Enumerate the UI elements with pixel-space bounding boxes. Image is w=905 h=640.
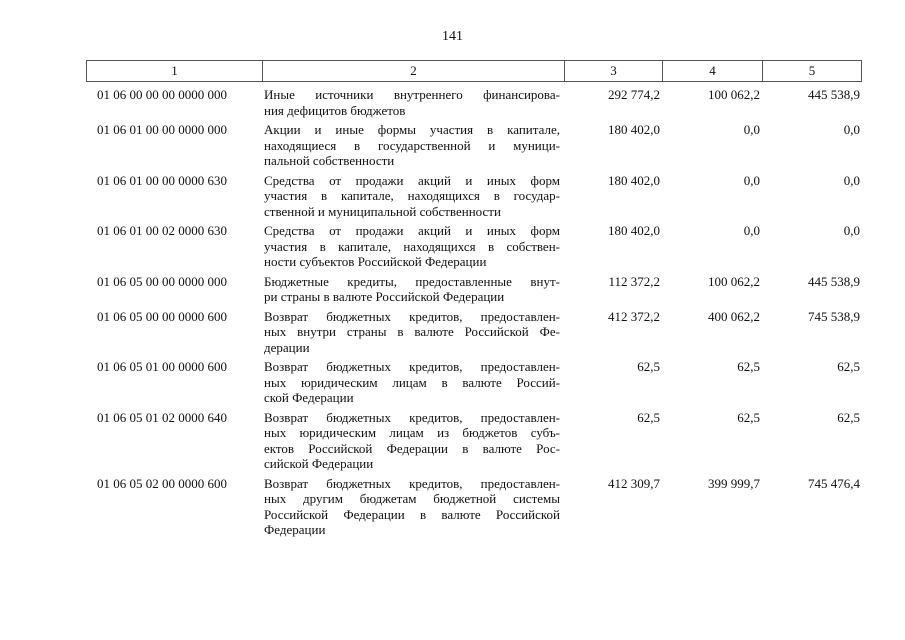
source-name-line: ри страны в валюте Российской Федерации bbox=[264, 289, 505, 304]
table-row bbox=[0, 476, 905, 538]
source-name-line: ственной и муниципальной собственности bbox=[264, 203, 501, 219]
table-body bbox=[0, 87, 905, 542]
source-name-line: ных внутри страны в валюте Российской Фе- bbox=[264, 324, 560, 339]
source-name-line: Возврат бюджетных кредитов, предоставлен- bbox=[264, 475, 560, 491]
amount-col-4: 0,0 bbox=[743, 172, 760, 188]
source-name-line: сийской Федерации bbox=[264, 456, 374, 471]
amount-col-3: 292 774,2 bbox=[608, 87, 660, 102]
source-name-line: ных юридическим лицам в валюте Россий- bbox=[264, 374, 560, 390]
budget-code: 01 06 05 02 00 0000 600 bbox=[97, 475, 227, 491]
source-name-line: ности субъектов Российской Федерации bbox=[264, 254, 487, 269]
source-name bbox=[264, 122, 560, 169]
table-header bbox=[86, 60, 862, 82]
source-name-line: Иные источники внутреннего финансирова- bbox=[264, 87, 560, 102]
amount-col-3: 412 372,2 bbox=[608, 308, 660, 324]
amount-col-5: 0,0 bbox=[843, 172, 860, 188]
source-name-line: Бюджетные кредиты, предоставленные внут- bbox=[264, 273, 560, 289]
amount-col-5: 445 538,9 bbox=[808, 87, 860, 102]
budget-code: 01 06 01 00 00 0000 000 bbox=[97, 122, 227, 137]
source-name-line: дерации bbox=[264, 339, 310, 355]
source-name-line: Средства от продажи акций и иных форм bbox=[264, 223, 560, 238]
source-name-line: Возврат бюджетных кредитов, предоставлен- bbox=[264, 308, 560, 324]
header-col-5: 5 bbox=[808, 63, 816, 78]
amount-col-4: 399 999,7 bbox=[708, 475, 760, 491]
source-name-line: Федерации bbox=[264, 522, 326, 537]
table-row bbox=[0, 359, 905, 406]
amount-col-5: 0,0 bbox=[843, 223, 860, 238]
source-name-line: Российской Федерации в валюте Российской bbox=[264, 506, 560, 522]
table-row bbox=[0, 274, 905, 305]
table-row bbox=[0, 87, 905, 118]
header-col-1: 1 bbox=[87, 61, 263, 81]
source-name bbox=[264, 274, 560, 305]
amount-col-4: 62,5 bbox=[737, 409, 760, 425]
page-number: 141 bbox=[442, 29, 463, 44]
source-name-line: участия в капитале, находящихся в собствен- bbox=[264, 238, 560, 254]
table-row bbox=[0, 309, 905, 356]
source-name-line: ных юридическим лицам из бюджетов субъ- bbox=[264, 425, 560, 440]
source-name bbox=[264, 223, 560, 270]
budget-code: 01 06 05 00 00 0000 600 bbox=[97, 308, 227, 324]
header-col-2: 2 bbox=[263, 61, 565, 81]
source-name-line: Возврат бюджетных кредитов, предоставлен- bbox=[264, 409, 560, 425]
budget-code: 01 06 01 00 02 0000 630 bbox=[97, 223, 227, 238]
source-name-line: ектов Российской Федерации в валюте Рос- bbox=[264, 440, 560, 456]
amount-col-4: 0,0 bbox=[743, 223, 760, 238]
amount-col-5: 0,0 bbox=[843, 122, 860, 137]
amount-col-3: 112 372,2 bbox=[608, 273, 660, 289]
source-name-line: Возврат бюджетных кредитов, предоставлен- bbox=[264, 359, 560, 374]
amount-col-3: 180 402,0 bbox=[608, 122, 660, 137]
amount-col-5: 445 538,9 bbox=[808, 273, 860, 289]
source-name-line: ния дефицитов бюджетов bbox=[264, 102, 406, 118]
amount-col-5: 62,5 bbox=[837, 409, 860, 425]
amount-col-4: 100 062,2 bbox=[708, 87, 760, 102]
amount-col-4: 62,5 bbox=[737, 359, 760, 374]
amount-col-4: 0,0 bbox=[743, 122, 760, 137]
budget-code: 01 06 01 00 00 0000 630 bbox=[97, 172, 227, 188]
table-row bbox=[0, 122, 905, 169]
amount-col-3: 180 402,0 bbox=[608, 172, 660, 188]
budget-code: 01 06 05 00 00 0000 000 bbox=[97, 273, 227, 289]
amount-col-4: 100 062,2 bbox=[708, 273, 760, 289]
amount-col-5: 745 476,4 bbox=[808, 475, 860, 491]
source-name-line: Акции и иные формы участия в капитале, bbox=[264, 122, 560, 137]
source-name-line: участия в капитале, находящихся в государ- bbox=[264, 188, 560, 203]
source-name-line: Средства от продажи акций и иных форм bbox=[264, 172, 560, 188]
budget-code: 01 06 05 01 02 0000 640 bbox=[97, 409, 227, 425]
table-row bbox=[0, 410, 905, 472]
amount-col-3: 62,5 bbox=[637, 409, 660, 425]
source-name-line: находящиеся в государственной и муници- bbox=[264, 137, 560, 153]
amount-col-5: 62,5 bbox=[837, 359, 860, 374]
amount-col-3: 180 402,0 bbox=[608, 223, 660, 238]
source-name bbox=[264, 173, 560, 220]
source-name-line: пальной собственности bbox=[264, 153, 395, 168]
header-col-4: 4 bbox=[663, 61, 763, 81]
table-row bbox=[0, 223, 905, 270]
amount-col-3: 62,5 bbox=[637, 359, 660, 374]
header-col-3: 3 bbox=[565, 61, 663, 81]
budget-code: 01 06 00 00 00 0000 000 bbox=[97, 87, 227, 102]
source-name bbox=[264, 309, 560, 356]
source-name bbox=[264, 87, 560, 118]
source-name bbox=[264, 476, 560, 538]
source-name bbox=[264, 359, 560, 406]
amount-col-4: 400 062,2 bbox=[708, 308, 760, 324]
table-row bbox=[0, 173, 905, 220]
source-name bbox=[264, 410, 560, 472]
budget-code: 01 06 05 01 00 0000 600 bbox=[97, 359, 227, 374]
source-name-line: ных другим бюджетам бюджетной системы bbox=[264, 491, 560, 506]
source-name-line: ской Федерации bbox=[264, 390, 354, 405]
amount-col-5: 745 538,9 bbox=[808, 308, 860, 324]
amount-col-3: 412 309,7 bbox=[608, 475, 660, 491]
